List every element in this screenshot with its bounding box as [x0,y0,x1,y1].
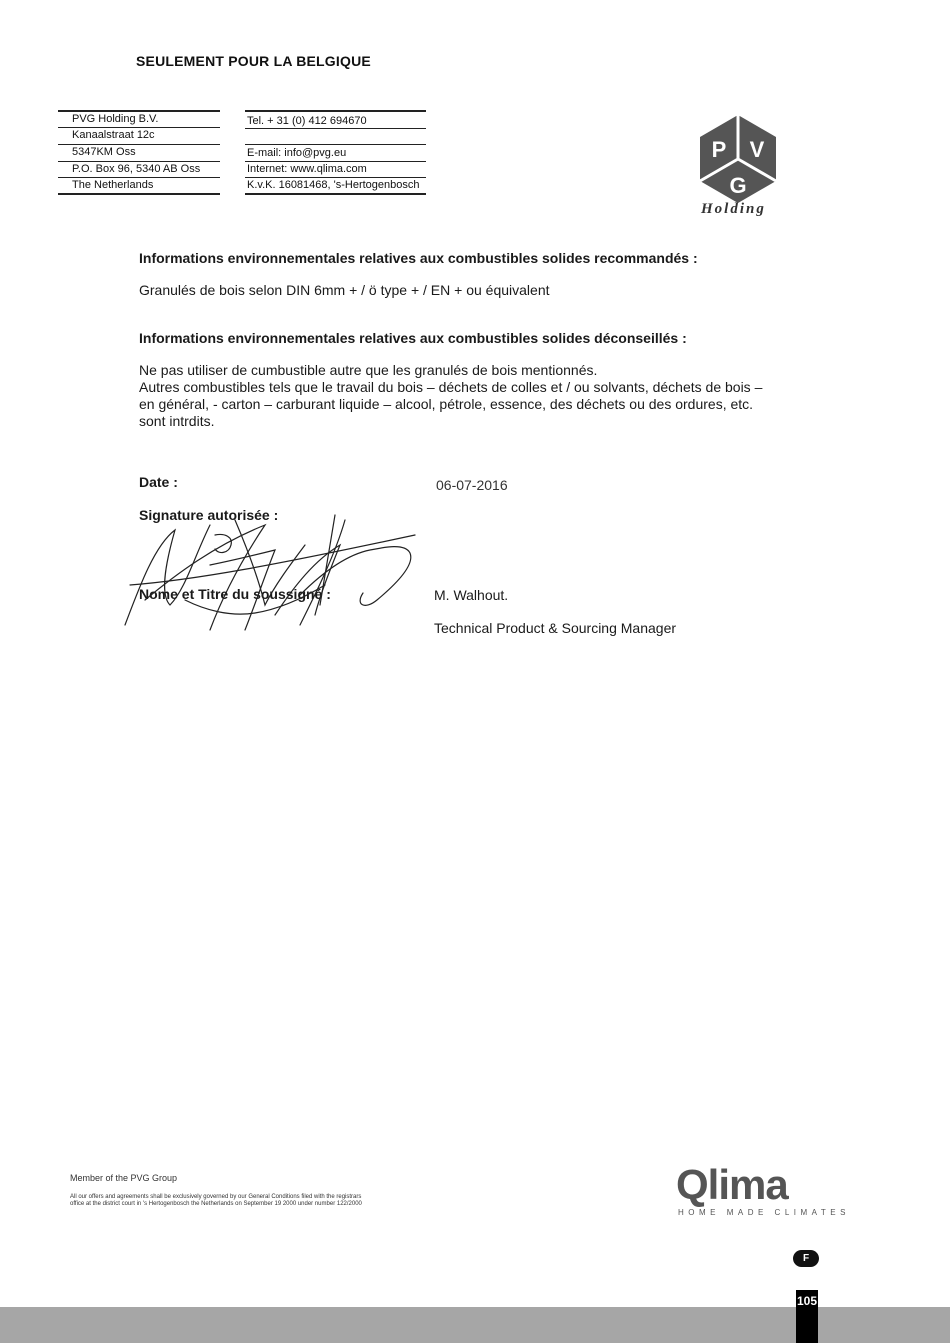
discouraged-line: Autres combustibles tels que le travail du bois – déchets de colles et / ou solvants, déchets de bois – [139,379,763,395]
telephone: Tel. + 31 (0) 412 694670 [247,115,367,127]
divider [245,128,426,129]
company-name: PVG Holding B.V. [72,113,159,125]
logo-letter-g: G [729,173,747,198]
signatory-name: M. Walhout. [434,587,509,603]
recommended-text: Granulés de bois selon DIN 6mm + / ö type + / EN + ou équivalent [139,282,550,298]
qlima-tagline: HOME MADE CLIMATES [678,1208,850,1217]
qlima-logo: Qlima [676,1161,788,1208]
discouraged-line: sont intrdits. [139,413,215,429]
heading-discouraged: Informations environnementales relatives aux combustibles solides déconseillés : [139,330,687,346]
language-badge: F [793,1250,819,1267]
divider [245,193,426,195]
website: Internet: www.qlima.com [247,163,367,175]
legal-line: All our offers and agreements shall be exclusively governed by our General Conditions filed with the registrars [70,1194,362,1200]
date-value: 06-07-2016 [436,477,508,493]
page-number: 105 [796,1294,818,1308]
street: Kanaalstraat 12c [72,129,155,141]
legal-line: office at the district court in 's Hertogenbosch the Netherlands on September 19 2000 under number 122/2000 [70,1201,362,1207]
chamber-of-commerce: K.v.K. 16081468, 's-Hertogenbosch [247,179,420,191]
discouraged-line: Ne pas utiliser de cumbustible autre que les granulés de bois mentionnés. [139,362,598,378]
discouraged-line: en général, - carton – carburant liquide – alcool, pétrole, essence, des déchets ou des ordures, etc. [139,396,754,412]
email: E-mail: info@pvg.eu [247,147,347,159]
address-block-left [58,110,220,196]
handwritten-signature [115,505,435,640]
divider [245,110,426,112]
name-title-label: Nome et Titre du soussigné : [139,586,331,602]
address-block-right [245,110,426,196]
divider [58,193,220,195]
logo-letter-p: P [711,137,727,162]
po-box: P.O. Box 96, 5340 AB Oss [72,163,201,175]
postal-city: 5347KM Oss [72,146,136,158]
legal-notice [70,1194,362,1208]
heading-recommended: Informations environnementales relatives aux combustibles solides recommandés : [139,250,698,266]
country: The Netherlands [72,179,154,191]
discouraged-text [139,362,762,430]
date-label: Date : [139,474,178,490]
signatory-title: Technical Product & Sourcing Manager [434,620,677,636]
region-notice: SEULEMENT POUR LA BELGIQUE [136,53,371,69]
signature-label: Signature autorisée : [139,507,279,523]
logo-wordmark: Holding [701,201,766,217]
logo-letter-v: V [749,137,765,162]
member-of-group: Member of the PVG Group [70,1173,178,1183]
